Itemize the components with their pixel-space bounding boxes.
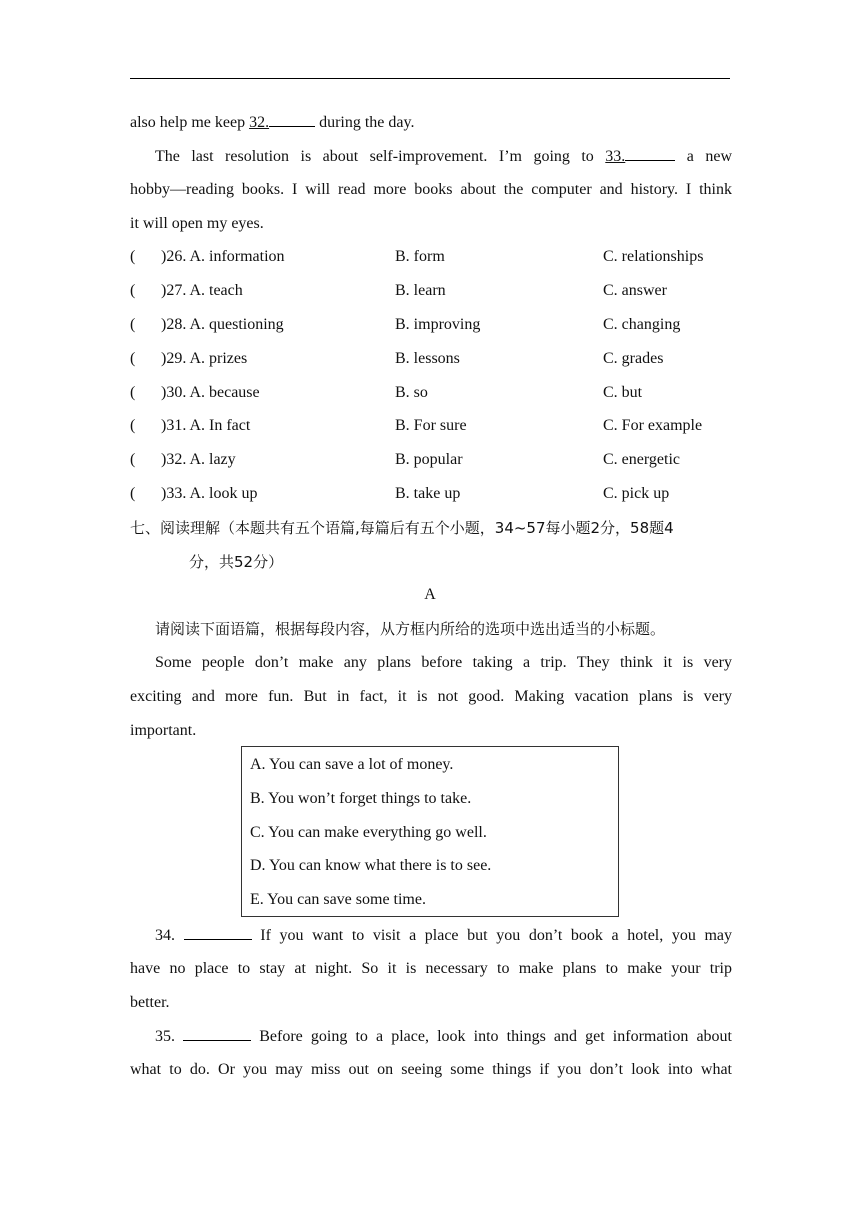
option-row-29: ( )29. A. prizes B. lessons C. grades	[130, 350, 664, 367]
passage-line: hobby—reading books. I will read more books about the computer and history. I think	[130, 181, 732, 198]
blank-32: 32.	[249, 114, 315, 131]
box-option-b: B. You won’t forget things to take.	[250, 790, 472, 807]
option-row-28: ( )28. A. questioning B. improving C. changing	[130, 316, 681, 333]
passage-line	[130, 111, 732, 133]
intro-line: exciting and more fun. But in fact, it is not good. Making vacation plans is very	[130, 688, 732, 705]
option-row-26: ( )26. A. information B. form C. relationships	[130, 248, 704, 265]
question-34-line: have no place to stay at night. So it is necessary to make plans to make your trip	[130, 960, 732, 977]
passage-line: The last resolution is about self-improvement. I’m going to 33. a new	[155, 145, 732, 167]
intro-line: Some people don’t make any plans before taking a trip. They think it is very	[155, 654, 732, 671]
box-option-e: E. You can save some time.	[250, 891, 426, 908]
question-34: 34. If you want to visit a place but you don’t book a hotel, you may	[155, 924, 732, 946]
passage-line: it will open my eyes.	[130, 215, 264, 232]
intro-line: important.	[130, 722, 197, 739]
instruction: 请阅读下面语篇，根据每段内容，从方框内所给的选项中选出适当的小标题。	[155, 620, 666, 638]
option-row-31: ( )31. A. In fact B. For sure C. For example	[130, 417, 703, 434]
box-option-d: D. You can know what there is to see.	[250, 857, 492, 874]
section-heading-cont: 分，共52分）	[189, 553, 284, 571]
option-row-30: ( )30. A. because B. so C. but	[130, 384, 643, 401]
heading-options-box	[241, 746, 619, 917]
option-row-27: ( )27. A. teach B. learn C. answer	[130, 282, 667, 299]
question-34-line: better.	[130, 994, 170, 1011]
box-option-a: A. You can save a lot of money.	[250, 756, 454, 773]
section-heading: 七、阅读理解（本题共有五个语篇,每篇后有五个小题，34~57每小题2分，58题4	[130, 519, 674, 537]
answer-blank-35[interactable]	[183, 1025, 251, 1041]
part-label: A	[424, 586, 436, 603]
question-35-line: what to do. Or you may miss out on seeing some things if you don’t look into what	[130, 1061, 732, 1078]
question-35: 35. Before going to a place, look into things and get information about	[155, 1025, 732, 1047]
box-option-c: C. You can make everything go well.	[250, 824, 487, 841]
text: also help me keep	[130, 114, 250, 131]
option-row-32: ( )32. A. lazy B. popular C. energetic	[130, 451, 681, 468]
blank-33: 33.	[605, 148, 675, 165]
text: during the day.	[315, 114, 415, 131]
answer-blank-34[interactable]	[184, 924, 252, 940]
option-row-33: ( )33. A. look up B. take up C. pick up	[130, 485, 670, 502]
header-rule	[130, 78, 730, 79]
